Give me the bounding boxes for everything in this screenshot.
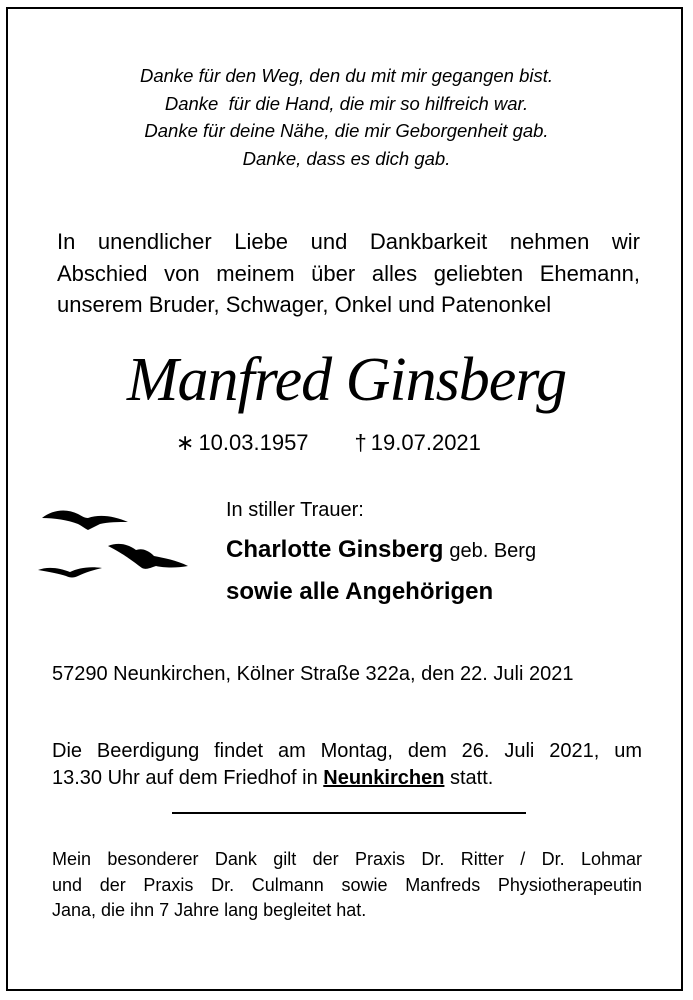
poem bbox=[0, 62, 693, 172]
death-cross-icon: † bbox=[354, 430, 367, 455]
mourners-others: sowie alle Angehörigen bbox=[226, 578, 494, 605]
divider bbox=[172, 812, 526, 814]
poem-line: Danke für den Weg, den du mit mir gegangen bist. bbox=[139, 65, 554, 86]
birth-date: 10.03.1957 bbox=[198, 430, 309, 455]
birth-star-icon: ∗ bbox=[176, 430, 195, 455]
intro-line: In unendlicher Liebe und Dankbarkeit nehmen wir bbox=[57, 229, 640, 254]
life-dates bbox=[176, 428, 481, 458]
intro-line: Abschied von meinem über alles geliebten Ehemann, bbox=[57, 260, 640, 286]
funeral-line-2 bbox=[52, 767, 493, 789]
death-date: 19.07.2021 bbox=[370, 430, 481, 455]
funeral-place: Neunkirchen bbox=[323, 767, 445, 789]
funeral-text: statt. bbox=[444, 767, 494, 789]
poem-line: Danke für deine Nähe, die mir Geborgenheit gab. bbox=[144, 120, 549, 141]
funeral-info bbox=[52, 738, 642, 792]
thanks-line: Mein besonderer Dank gilt der Praxis Dr. Ritter / Dr. Lohmar bbox=[52, 849, 642, 869]
thanks-line: Jana, die ihn 7 Jahre lang begleitet hat. bbox=[52, 900, 367, 920]
thanks-text bbox=[52, 847, 642, 924]
mourner-maiden-name: geb. Berg bbox=[449, 540, 537, 562]
thanks-line: und der Praxis Dr. Culmann sowie Manfreds Physiotherapeutin bbox=[52, 874, 642, 895]
poem-line: Danke für die Hand, die mir so hilfreich war. bbox=[164, 92, 529, 114]
flying-birds-icon bbox=[38, 500, 198, 592]
funeral-text: 13.30 Uhr auf dem Friedhof in bbox=[52, 767, 324, 789]
deceased-name: Manfred Ginsberg bbox=[126, 346, 567, 414]
intro-text bbox=[57, 226, 640, 321]
place-and-date: 57290 Neunkirchen, Kölner Straße 322a, den 22. Juli 2021 bbox=[52, 663, 574, 685]
mourning-label: In stiller Trauer: bbox=[226, 499, 364, 521]
intro-line: unserem Bruder, Schwager, Onkel und Patenonkel bbox=[57, 292, 552, 317]
poem-line: Danke, dass es dich gab. bbox=[242, 147, 451, 169]
funeral-line: Die Beerdigung findet am Montag, dem 26. Juli 2021, um bbox=[52, 740, 642, 762]
mourner-name-line bbox=[226, 535, 536, 566]
mourner-name: Charlotte Ginsberg bbox=[226, 536, 444, 563]
